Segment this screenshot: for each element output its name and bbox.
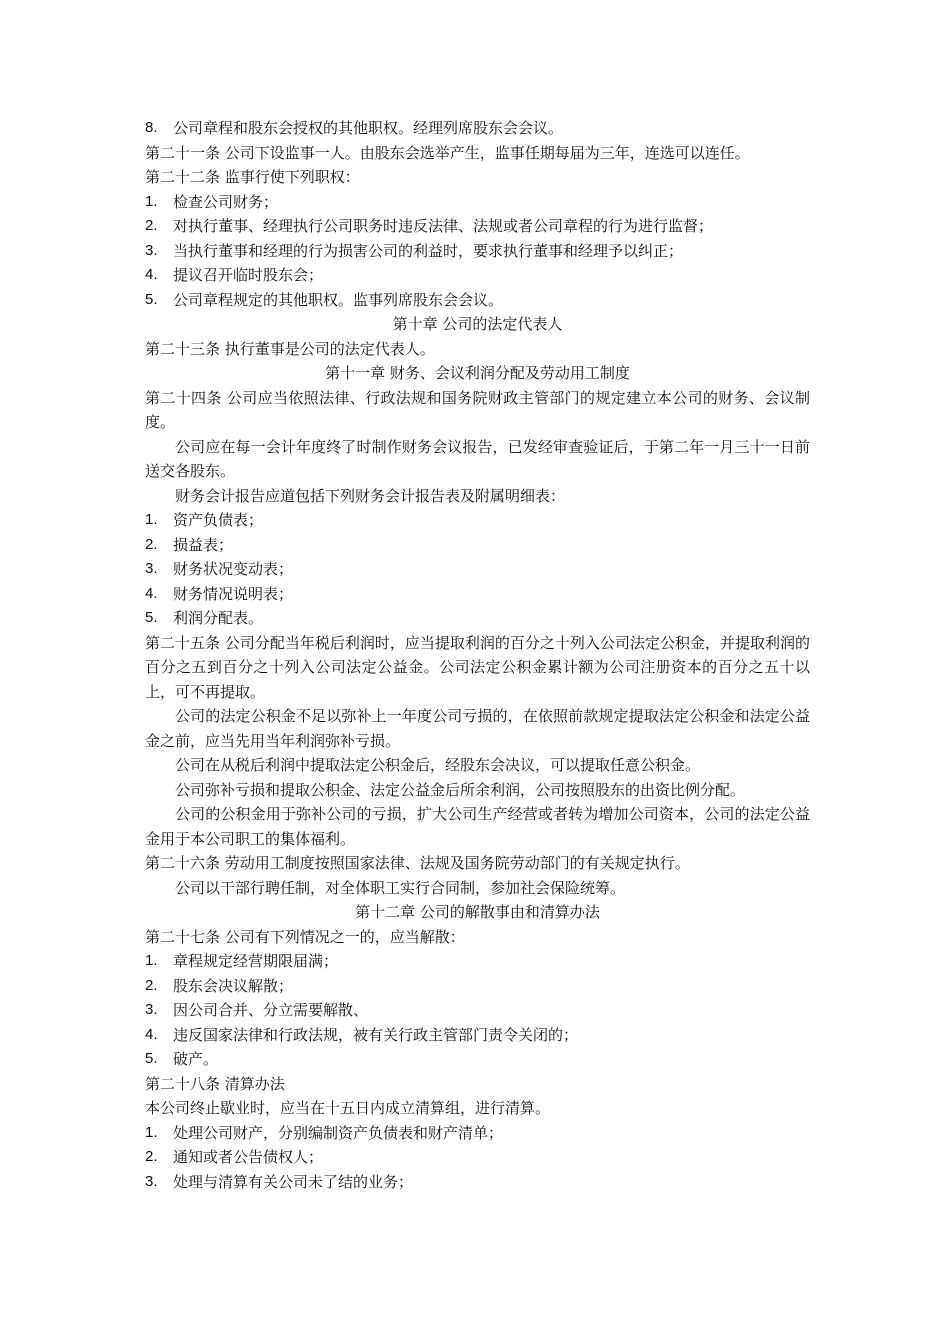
article-paragraph: 第二十三条 执行董事是公司的法定代表人。	[145, 339, 435, 358]
list-item-text: 股东会决议解散；	[173, 976, 294, 995]
list-item-text: 提议召开临时股东会；	[173, 266, 324, 284]
list-item-number: 3.	[145, 241, 158, 259]
list-item-number: 1.	[145, 1123, 158, 1141]
list-item-text: 资产负债表；	[173, 511, 264, 529]
list-item-number: 3.	[145, 1001, 158, 1018]
list-item	[145, 582, 810, 607]
chapter-heading: 第十章 公司的法定代表人	[392, 315, 563, 333]
list-item	[145, 263, 810, 288]
indented-paragraph: 公司以干部行聘任制，对全体职工实行合同制，参加社会保险统筹。	[175, 878, 626, 897]
article-paragraph: 第二十八条 清算办法	[145, 1074, 285, 1093]
article-paragraph: 本公司终止歇业时，应当在十五日内成立清算组，进行清算。	[145, 1099, 551, 1117]
list-item-number: 1.	[145, 192, 158, 210]
list-item	[145, 1145, 810, 1170]
list-item-text: 利润分配表。	[173, 609, 264, 627]
list-item	[145, 1023, 810, 1048]
list-item-number: 3.	[145, 560, 158, 577]
list-item-number: 4.	[145, 266, 158, 283]
indented-paragraph: 公司弥补亏损和提取公积金、法定公益金后所余利润，公司按照股东的出资比例分配。	[175, 780, 746, 799]
indented-paragraph: 财务会计报告应道包括下列财务会计报告表及附属明细表：	[175, 486, 566, 505]
list-item-number: 2.	[145, 535, 158, 553]
document-page	[145, 116, 810, 1194]
list-item-number: 5.	[145, 609, 158, 626]
list-item	[145, 239, 810, 264]
list-item-number: 1.	[145, 952, 158, 969]
list-item-number: 4.	[145, 584, 158, 602]
list-item-number: 5.	[145, 1050, 158, 1067]
indented-paragraph: 公司在从税后利润中提取法定公积金后，经股东会决议，可以提取任意公积金。	[175, 756, 701, 774]
article-paragraph: 第二十六条 劳动用工制度按照国家法律、法规及国务院劳动部门的有关规定执行。	[145, 854, 690, 872]
list-item-text: 通知或者公告债权人；	[173, 1148, 324, 1166]
list-item	[145, 508, 810, 533]
list-item-text: 对执行董事、经理执行公司职务时违反法律、法规或者公司章程的行为进行监督；	[173, 217, 714, 235]
list-item-text: 处理公司财产，分别编制资产负债表和财产清单；	[173, 1123, 504, 1142]
list-item-text: 违反国家法律和行政法规，被有关行政主管部门责令关闭的；	[173, 1025, 579, 1044]
list-item-number: 2.	[145, 976, 158, 994]
list-item-number: 1.	[145, 511, 158, 528]
article-paragraph: 第二十四条 公司应当依照法律、行政法规和国务院财政主管部门的规定建立本公司的财务、会议制度。	[145, 388, 810, 431]
list-item-number: 2.	[145, 217, 158, 234]
list-item-number: 5.	[145, 290, 158, 308]
article-paragraph: 第二十七条 公司有下列情况之一的，应当解散：	[145, 927, 465, 946]
list-item-text: 当执行董事和经理的行为损害公司的利益时，要求执行董事和经理予以纠正；	[173, 241, 684, 260]
list-item	[145, 288, 810, 313]
list-item-text: 处理与清算有关公司未了结的业务；	[173, 1172, 414, 1191]
list-item	[145, 557, 810, 582]
article-paragraph: 第二十五条 公司分配当年税后利润时，应当提取利润的百分之十列入公司法定公积金，并提取利润的百分之五到百分之十列入公司法定公益金。公司法定公积金累计额为公司注册资本的百分之五十以上，可不再提取。	[145, 633, 810, 701]
list-item-number: 8.	[145, 119, 158, 136]
list-item-number: 2.	[145, 1148, 158, 1165]
chapter-heading: 第十二章 公司的解散事由和清算办法	[355, 903, 600, 921]
article-paragraph: 第二十二条 监事行使下列职权：	[145, 168, 360, 186]
indented-paragraph: 公司的法定公积金不足以弥补上一年度公司亏损的，在依照前款规定提取法定公积金和法定公益金之前，应当先用当年利润弥补亏损。	[145, 707, 810, 750]
list-item	[145, 1121, 810, 1146]
list-item	[145, 190, 810, 215]
list-item	[145, 533, 810, 558]
list-item	[145, 606, 810, 631]
article-paragraph: 第二十一条 公司下设监事一人。由股东会选举产生，监事任期每届为三年，连选可以连任。	[145, 143, 750, 162]
indented-paragraph: 公司应在每一会计年度终了时制作财务会议报告，已发经审查验证后，于第二年一月三十一日前送交各股东。	[145, 437, 810, 480]
list-item	[145, 1170, 810, 1195]
list-item-text: 损益表；	[173, 535, 234, 554]
list-item	[145, 1047, 810, 1072]
list-item-text: 公司章程规定的其他职权。监事列席股东会会议。	[173, 290, 504, 309]
list-item-text: 检查公司财务；	[173, 192, 279, 211]
list-item	[145, 116, 810, 141]
list-item-text: 破产。	[173, 1050, 219, 1068]
indented-paragraph: 公司的公积金用于弥补公司的亏损，扩大公司生产经营或者转为增加公司资本，公司的法定公益金用于本公司职工的集体福利。	[145, 805, 810, 848]
list-item-text: 公司章程和股东会授权的其他职权。经理列席股东会会议。	[173, 119, 564, 137]
list-item-text: 财务状况变动表；	[173, 560, 294, 578]
list-item-text: 章程规定经营期限届满；	[173, 952, 339, 970]
list-item-number: 3.	[145, 1172, 158, 1190]
list-item	[145, 949, 810, 974]
list-item	[145, 998, 810, 1023]
list-item	[145, 974, 810, 999]
list-item-text: 因公司合并、分立需要解散、	[173, 1001, 369, 1019]
list-item-text: 财务情况说明表；	[173, 584, 294, 603]
list-item	[145, 214, 810, 239]
list-item-number: 4.	[145, 1025, 158, 1043]
chapter-heading: 第十一章 财务、会议利润分配及劳动用工制度	[325, 364, 630, 382]
